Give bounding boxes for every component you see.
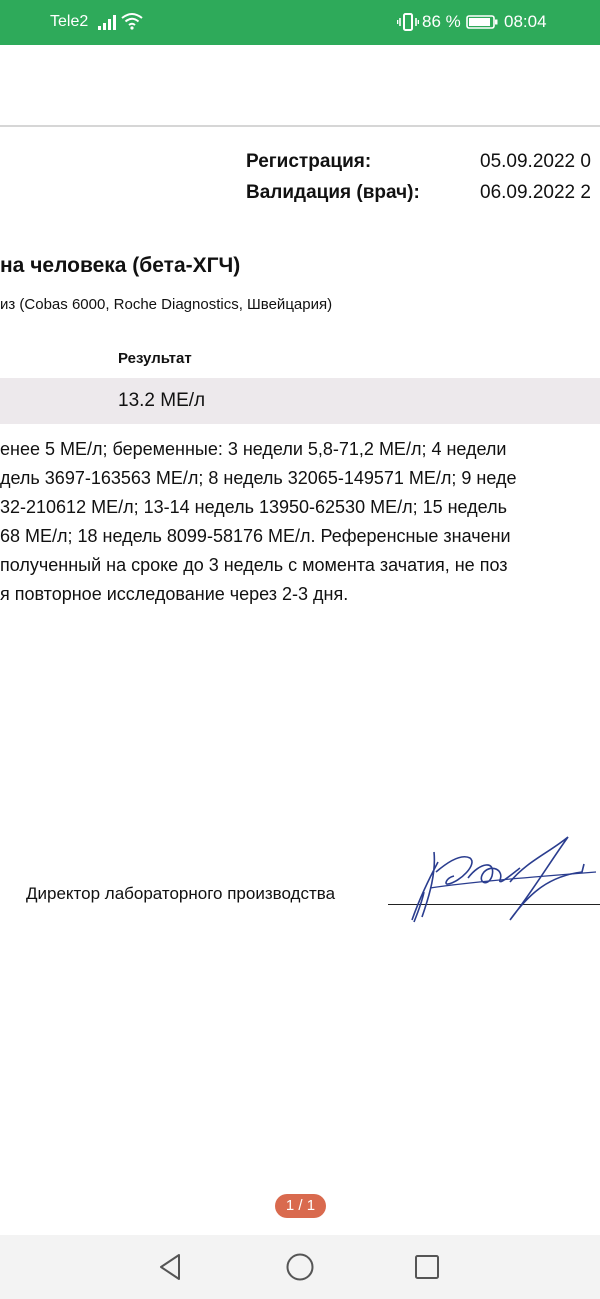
result-column-header: Результат — [118, 350, 192, 367]
director-label: Директор лабораторного производства — [26, 884, 336, 903]
validation-value: 06.09.2022 2 — [480, 182, 591, 203]
home-icon[interactable] — [283, 1250, 317, 1284]
reference-line: дель 3697-163563 МЕ/л; 8 недель 32065-149571 МЕ/л; 9 неде — [0, 468, 517, 488]
reference-line: полученный на сроке до 3 недель с момента зачатия, не поз — [0, 555, 508, 575]
reference-line: 32-210612 МЕ/л; 13-14 недель 13950-62530 МЕ/л; 15 недель — [0, 497, 507, 517]
test-title: на человека (бета-ХГЧ) — [0, 254, 241, 277]
status-clock: 08:04 — [504, 12, 547, 31]
recent-apps-icon[interactable] — [410, 1250, 444, 1284]
navigation-bar — [0, 1235, 600, 1299]
back-icon[interactable] — [154, 1250, 188, 1284]
registration-label: Регистрация: — [246, 151, 372, 172]
registration-value: 05.09.2022 0 — [480, 151, 591, 172]
page-indicator: 1 / 1 — [275, 1194, 326, 1218]
wifi-icon — [121, 12, 143, 30]
battery-percent: 86 % — [422, 12, 461, 31]
result-row — [0, 378, 600, 424]
status-bar — [0, 0, 600, 45]
validation-label: Валидация (врач): — [246, 182, 420, 203]
reference-line: енее 5 МЕ/л; беременные: 3 недели 5,8-71,2 МЕ/л; 4 недели — [0, 439, 507, 459]
pdf-page[interactable] — [0, 127, 600, 1207]
result-value: 13.2 МЕ/л — [118, 390, 206, 411]
signal-icon — [98, 14, 118, 30]
test-method: из (Cobas 6000, Roche Diagnostics, Швейцария) — [0, 296, 333, 313]
carrier-name: Tele2 — [50, 13, 89, 30]
battery-icon — [466, 14, 498, 30]
reference-line: 68 МЕ/л; 18 недель 8099-58176 МЕ/л. Референсные значени — [0, 526, 511, 546]
vibrate-icon — [397, 12, 419, 32]
signature-image — [400, 832, 600, 927]
reference-line: я повторное исследование через 2-3 дня. — [0, 584, 349, 604]
